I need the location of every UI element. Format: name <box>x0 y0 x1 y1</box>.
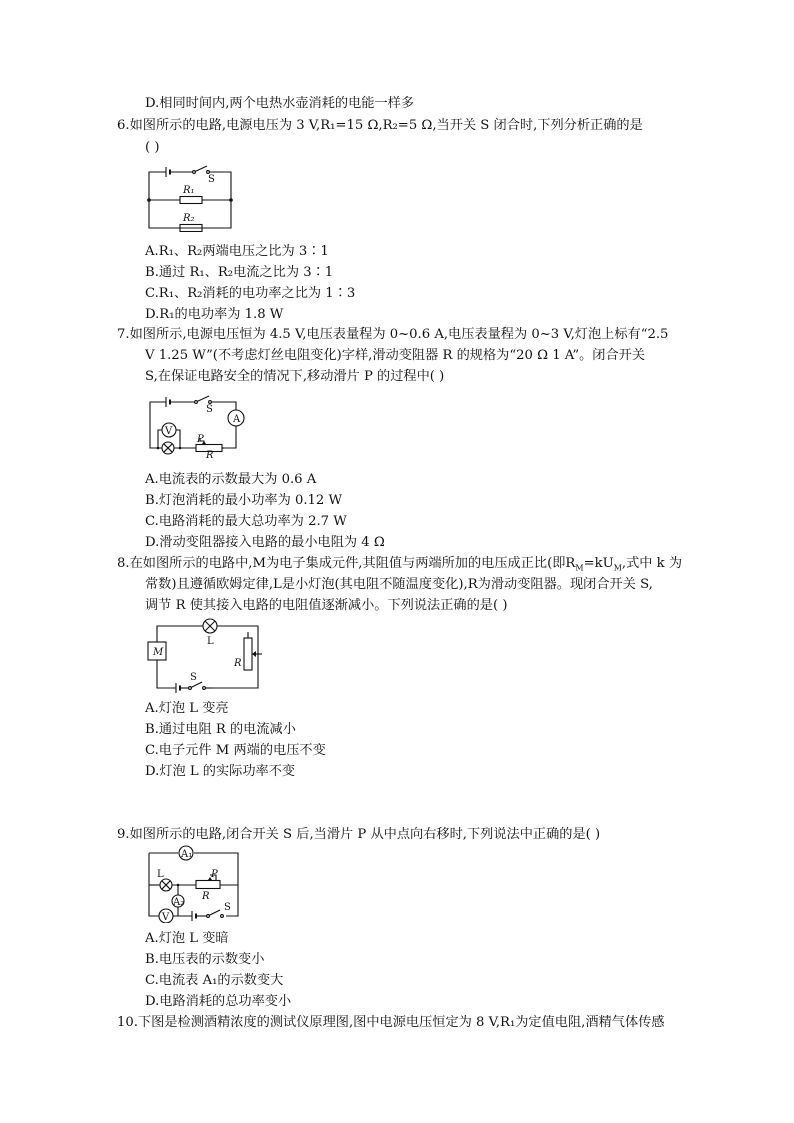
q9-option-c: C.电流表 A₁的示数变大 <box>145 973 284 988</box>
q6-r2-label: R₂ <box>183 213 195 224</box>
q8-lamp-label: L <box>207 636 214 647</box>
q7-circuit-diagram <box>144 392 254 462</box>
q6-switch-label: S <box>208 174 215 185</box>
q7-slider-label: P <box>197 434 204 445</box>
q8-stem-line3: 调节 R 使其接入电路的电阻值逐渐减小。下列说法正确的是( ) <box>145 598 508 613</box>
q8-stem: 8.在如图所示的电路中,M为电子集成元件,其阻值与两端所加的电压成正比(即$R_M=kU_M$,式中 k 为 <box>117 556 683 573</box>
q10-stem: 10.下图是检测酒精浓度的测试仪原理图,图中电源电压恒定为 8 V,R₁为定值电阻,酒精气体传感 <box>117 1015 665 1030</box>
q7-rheostat-label: R <box>206 450 214 461</box>
q8-m-label: M <box>153 647 164 658</box>
q8-circuit-diagram <box>146 616 266 694</box>
q6-answer-bracket: ( ) <box>145 140 160 155</box>
q6-r1-label: R₁ <box>183 185 195 196</box>
q6-option-a: A.R₁、R₂两端电压之比为 3∶1 <box>145 244 329 259</box>
q7-option-b: B.灯泡消耗的最小功率为 0.12 W <box>145 493 343 508</box>
q6-option-c: C.R₁、R₂消耗的电功率之比为 1∶3 <box>145 286 356 301</box>
q7-option-d: D.滑动变阻器接入电路的最小电阻为 4 Ω <box>145 535 385 550</box>
q9-stem: 9.如图所示的电路,闭合开关 S 后,当滑片 P 从中点向右移时,下列说法中正确的是( ) <box>117 827 601 842</box>
q9-option-d: D.电路消耗的总功率变小 <box>145 994 292 1009</box>
q8-r-label: R <box>234 658 242 669</box>
q9-a2-label: A₂ <box>173 897 185 908</box>
q9-circuit-diagram <box>144 843 254 923</box>
q9-option-a: A.灯泡 L 变暗 <box>145 931 229 946</box>
q9-lamp-label: L <box>157 869 164 880</box>
q6-option-b: B.通过 R₁、R₂电流之比为 3∶1 <box>145 265 334 280</box>
q9-r-label: R <box>202 891 210 902</box>
q6-stem: 6.如图所示的电路,电源电压为 3 V,R₁=15 Ω,R₂=5 Ω,当开关 S 闭合时,下列分析正确的是 <box>117 118 643 133</box>
q9-a1-label: A₁ <box>181 849 193 860</box>
q7-stem-line3: S,在保证电路安全的情况下,移动滑片 P 的过程中( ) <box>145 369 445 384</box>
q7-option-c: C.电路消耗的最大总功率为 2.7 W <box>145 514 347 529</box>
q8-option-b: B.通过电阻 R 的电流减小 <box>145 722 296 737</box>
q8-stem-line2: 常数)且遵循欧姆定律,L是小灯泡(其电阻不随温度变化),R为滑动变阻器。现闭合开关 S, <box>145 577 653 592</box>
q7-stem: 7.如图所示,电源电压恒为 4.5 V,电压表量程为 0~0.6 A,电压表量程为 0~3 V,灯泡上标有“2.5 <box>117 327 669 342</box>
q7-switch-label: S <box>206 404 213 415</box>
q9-option-b: B.电压表的示数变小 <box>145 952 265 967</box>
q5-option-d: D.相同时间内,两个电热水壶消耗的电能一样多 <box>145 96 415 111</box>
q6-option-d: D.R₁的电功率为 1.8 W <box>145 307 284 322</box>
q6-circuit-diagram <box>146 160 246 232</box>
q9-slider-label: P <box>211 869 218 880</box>
q7-voltmeter-label: V <box>165 426 173 437</box>
q9-switch-label: S <box>224 902 231 913</box>
q8-switch-label: S <box>190 672 197 683</box>
q8-option-c: C.电子元件 M 两端的电压不变 <box>145 743 326 758</box>
q7-stem-line2: V 1.25 W”(不考虑灯丝电阻变化)字样,滑动变阻器 R 的规格为“20 Ω 1 A”。闭合开关 <box>145 348 646 363</box>
q7-ammeter-label: A <box>233 414 241 425</box>
q8-option-d: D.灯泡 L 的实际功率不变 <box>145 764 296 779</box>
q8-option-a: A.灯泡 L 变亮 <box>145 701 229 716</box>
q7-option-a: A.电流表的示数最大为 0.6 A <box>145 472 317 487</box>
q9-voltmeter-label: V <box>162 912 170 923</box>
